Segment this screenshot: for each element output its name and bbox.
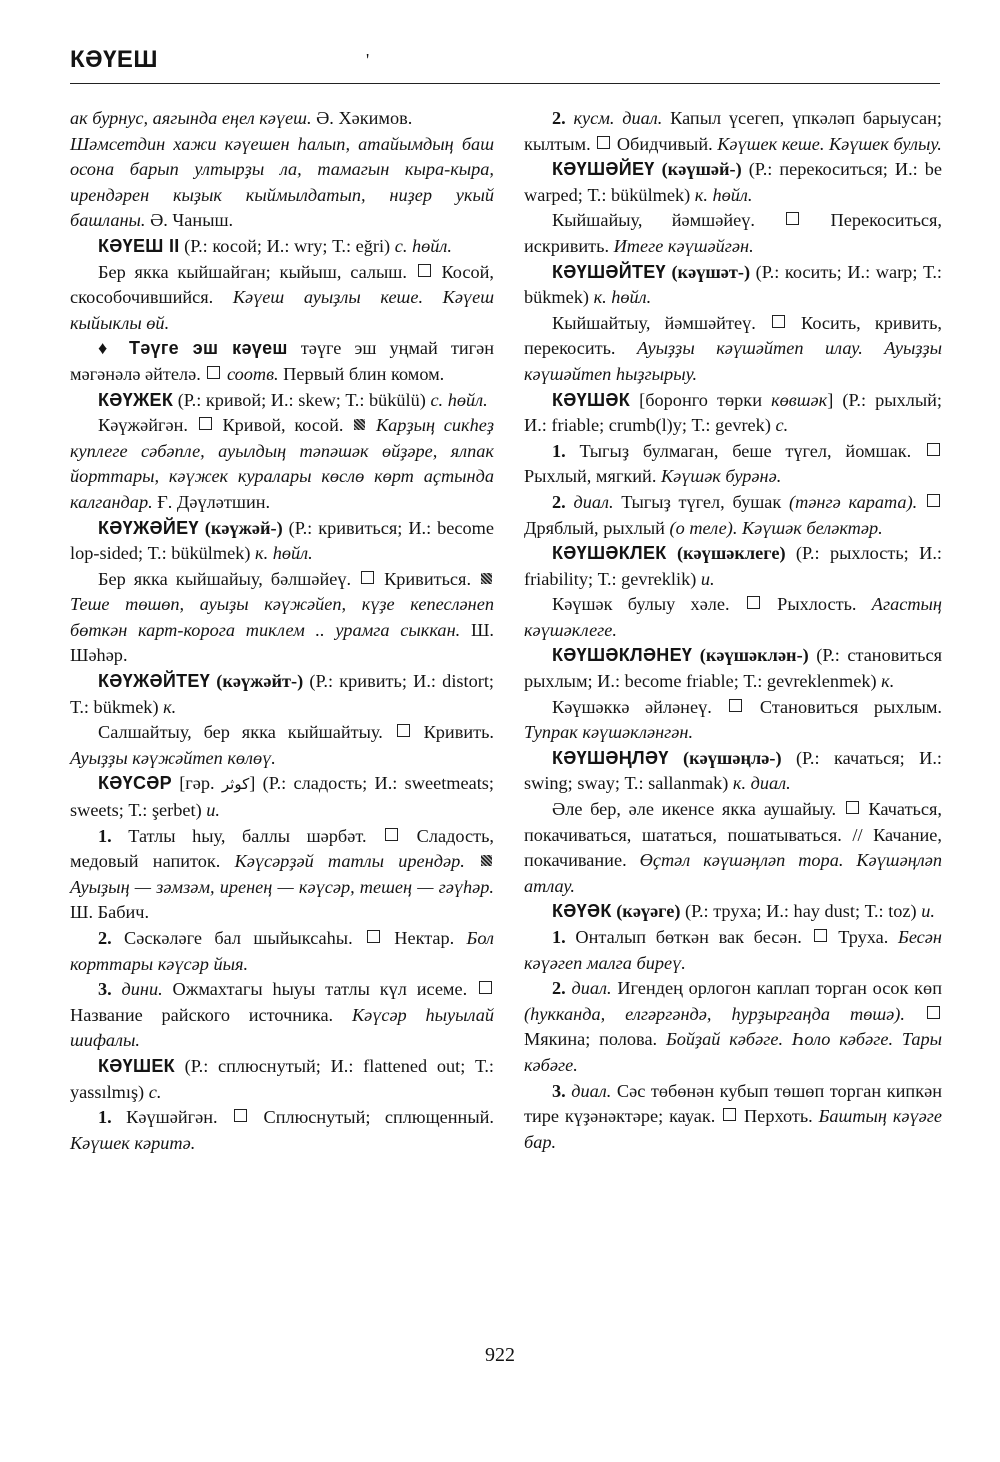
headword: КӘҮШӘҢЛӘҮ: [552, 747, 669, 768]
entry-kaushek: КӘҮШЕК (Р.: сплюснутый; И.: flattened out; Т.: yassılmış) с.: [70, 1055, 494, 1102]
definition: Кыйшайтыу, йәмшәйтеү. Косить, кривить, перекосить. Ауыҙҙы кәүшәйтеп илау. Ауыҙҙы кәүшәйтеп һыҙгырыу.: [524, 312, 942, 384]
russian-marker-icon: [814, 929, 827, 942]
entry-kaushaieu: КӘҮШӘЙЕҮ (кәүшәй-) (Р.: перекоситься; И.: be warped; Т.: bükülmek) к. һөйл.: [524, 159, 942, 205]
headword: КӘҮЖЕК: [98, 389, 174, 410]
headword: КӘҮШӘЙТЕҮ: [552, 261, 666, 282]
sense-2: 2. Сәскәләге бал шыйыксаһы. Нектар. Бол корттары кәүсәр йыя.: [70, 928, 494, 974]
russian-marker-icon: [927, 494, 940, 507]
quote-paragraph: [70, 132, 494, 234]
headword: КӘҮЖӘЙТЕҮ: [98, 671, 211, 692]
definition: Әле бер, әле икенсе якка аушайыу. Качаться, покачиваться, шататься, пошатываться. // Качание, покачивание. Өҫтәл кәүшәңләп тора. Кәүшәңләп атлау.: [524, 799, 942, 896]
headword: КӘҮШӘКЛЕК: [552, 543, 667, 564]
definition: Бер якка кыйшайыу, бәлшәйеү. Кривиться. Теше төшөп, ауыҙы кәүжәйеп, күҙе кепесләнеп бөткән карт-корога тиклем .. урамга сыккан. Ш. Шәһәр.: [70, 568, 494, 666]
quote-marker-icon: [481, 573, 492, 584]
sense-3: 3. дини. Ожмахтагы һыуы татлы күл исеме. Название райского источника. Кәүсәр һыуылай шифалы.: [70, 979, 494, 1051]
page-number: 922: [485, 1344, 515, 1366]
russian-marker-icon: [772, 315, 785, 328]
russian-marker-icon: [385, 828, 398, 841]
entry-kaushaiteu: КӘҮШӘЙТЕҮ (кәүшәт-) (Р.: косить; И.: warp; Т.: bükmek) к. һөйл.: [524, 261, 942, 308]
author-citation: Ә. Чаныш.: [145, 210, 234, 231]
entry-kauzhaiteu: КӘҮЖӘЙТЕҮ (кәүжәйт-) (Р.: кривить; И.: distort; Т.: bükmek) к.: [70, 671, 494, 717]
entry-kauak: КӘҮӘК (кәүәге) (Р.: труха; И.: hay dust; Т.: toz) и.: [552, 901, 935, 922]
definition: Бер якка кыйшайган; кыйыш, салыш. Косой, скособочившийся. Кәүеш ауыҙлы кеше. Кәүеш кыйыклы өй.: [70, 261, 495, 333]
russian-marker-icon: [418, 264, 431, 277]
definition: Салшайтыу, бер якка кыйшайтыу. Кривить. Ауыҙҙы кәүжәйтеп көлөү.: [70, 722, 495, 768]
russian-marker-icon: [747, 596, 760, 609]
definition: Кәүшәк булыу хәле. Рыхлость. Агастың кәүшәклеге.: [524, 594, 942, 640]
sense-2: 2. диал. Игендең орлогон каплап торган осок көп (һукканда, елгәргәндә, һурҙыргаңда төшә). Мякина; полова. Бойҙай кәбәге. Һоло кәбәге. Тары кәбәге.: [524, 978, 942, 1075]
quote-marker-icon: [354, 419, 365, 430]
definition: Кыйшайыу, йәмшәйеү. Перекоситься, искривить. Итеге кәүшәйгән.: [524, 210, 942, 256]
sense-1: 1. Тыгыҙ булмаган, беше түгел, йомшак. Рыхлый, мягкий. Кәүшәк бурәнә.: [524, 439, 942, 490]
quote-marker-icon: [481, 855, 492, 866]
entry-kaushaklaneu: КӘҮШӘКЛӘНЕҮ (кәүшәклән-) (Р.: становиться рыхлым; И.: become friable; Т.: gevreklenmek) к.: [524, 645, 942, 692]
gloss: (Р.: косой; И.: wry; Т.: eğri): [179, 235, 395, 256]
quote-text: Шәмсетдин хажи кәүешен һалып, атайымдың баш осона барып ултырҙы ла, тамагын кыра-кыра, ирендәрен кыҙык кыймылдатып, ниҙер укый башланы.: [70, 133, 494, 231]
entry-kauser: КӘҮСӘР [гәр. كوثر] (Р.: сладость; И.: sweetmeats; sweets; Т.: şerbet) и.: [70, 773, 494, 821]
headword: КӘҮШӘКЛӘНЕҮ: [552, 645, 693, 666]
sense-1: 1. Татлы һыу, баллы шәрбәт. Сладость, медовый напиток. Кәүсәрҙәй татлы ирендәр. Ауыҙың — зәмзәм, иренең — кәүсәр, тешең — гәүһәр. Ш. Бабич.: [70, 825, 494, 923]
running-head: КӘҮЕШ: [70, 46, 159, 73]
sense-1: 1. Онталып бөткән вак бесән. Труха. Бесән кәүәгеп малга биреү.: [524, 927, 942, 973]
sense-2: 2. кусм. диал. Капыл үсегеп, үпкәләп барыусан; кылтым. Обидчивый. Кәүшек кеше. Кәүшек булыу.: [524, 108, 942, 154]
russian-marker-icon: [729, 699, 742, 712]
russian-marker-icon: [199, 417, 212, 430]
diamond-icon: ♦: [98, 338, 129, 359]
russian-marker-icon: [786, 212, 799, 225]
running-head-mark: ': [366, 50, 370, 70]
headword: КӘҮЕШ II: [98, 235, 180, 256]
sense-3: 3. диал. Сәс төбөнән кубып төшөп торган кипкән тире күҙәнәктәре; кауак. Перхоть. Баштың кәүәге бар.: [524, 1080, 942, 1152]
sense-1: 1. Кәүшәйгән. Сплюснутый; сплющенный. Кәүшек кәритә.: [70, 1107, 494, 1153]
headword: КӘҮШӘК: [552, 389, 631, 410]
entry-kaushanlau: КӘҮШӘҢЛӘҮ (кәүшәңлә-) (Р.: качаться; И.: swing; sway; Т.: sallanmak) к. диал.: [524, 747, 943, 794]
idiom: ♦ Тәүге эш кәүеш тәүге эш уңмай тигән мәгәнәлә әйтелә. соотв. Первый блин комом.: [70, 338, 494, 384]
header-rule: [70, 83, 940, 84]
headword: КӘҮЖӘЙЕҮ: [98, 517, 199, 538]
entry-kaushak: КӘҮШӘК [боронго төрки көвшәк] (Р.: рыхлый; И.: friable; crumb(l)y; Т.: gevrek) с.: [524, 389, 942, 436]
headword: КӘҮСӘР: [98, 773, 172, 794]
russian-marker-icon: [846, 801, 859, 814]
sense-2: 2. диал. Тыгыҙ түгел, бушак (тәнгә карата). Дряблый, рыхлый (о теле). Кәүшәк беләктәр.: [524, 490, 942, 541]
russian-marker-icon: [927, 443, 940, 456]
russian-marker-icon: [597, 136, 610, 149]
russian-marker-icon: [207, 366, 220, 379]
arabic-etymon: كوثر: [221, 775, 250, 794]
entry-kauzhaieu: КӘҮЖӘЙЕҮ (кәүжәй-) (Р.: кривиться; И.: become lop-sided; Т.: bükülmek) к. һөйл.: [70, 517, 494, 564]
russian-marker-icon: [397, 724, 410, 737]
definition: Кәүжәйгән. Кривой, косой. Карҙың сикһеҙ куплеге сәбәпле, ауылдың тәпәшәк өйҙәре, ялпак йорттары, кәүжек куралары көслө көрт аҫтында калгандар. Ғ. Дәүләтшин.: [70, 415, 494, 512]
headword: КӘҮШӘЙЕҮ: [552, 159, 655, 180]
entry-continuation: [70, 106, 494, 132]
author-citation: Ә. Хәкимов.: [311, 108, 413, 128]
russian-marker-icon: [361, 571, 374, 584]
russian-marker-icon: [723, 1108, 736, 1121]
headword: КӘҮШЕК: [98, 1055, 175, 1076]
russian-marker-icon: [479, 981, 492, 994]
right-column: [524, 106, 942, 1155]
russian-marker-icon: [234, 1109, 247, 1122]
entry-kaushaklek: КӘҮШӘКЛЕК (кәүшәклеге) (Р.: рыхлость; И.: friability; Т.: gevreklik) и.: [524, 543, 942, 589]
definition: Кәүшәккә әйләнеү. Становиться рыхлым. Тупрак кәүшәкләнгән.: [524, 696, 942, 743]
entry-kauzhek: КӘҮЖЕК (Р.: кривой; И.: skew; Т.: bükülü) с. һөйл.: [98, 389, 488, 410]
headword: КӘҮӘК: [552, 901, 612, 922]
russian-marker-icon: [927, 1006, 940, 1019]
russian-marker-icon: [367, 930, 380, 943]
entry-kauesh-2: [70, 234, 494, 260]
example-text: ак бурнус, аягында еңел кәүеш.: [70, 108, 312, 128]
left-column: [70, 106, 494, 1156]
part-of-speech: с. һөйл.: [394, 235, 452, 256]
